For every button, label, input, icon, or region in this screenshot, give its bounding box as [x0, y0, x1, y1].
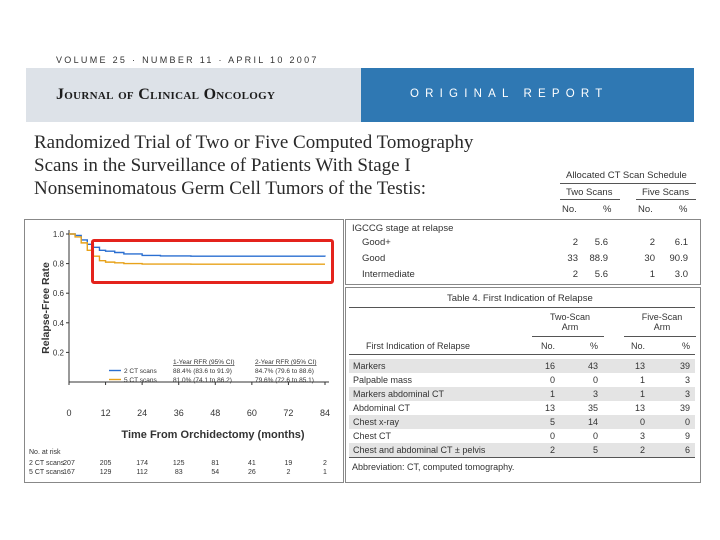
at-risk-value: 207: [63, 460, 75, 467]
x-tick-label: 36: [173, 408, 184, 418]
staging-row-label: Good: [362, 253, 386, 264]
legend-two-year: 79.6% (72.6 to 85.1): [255, 377, 314, 384]
staging-cell: 6.1: [674, 237, 688, 248]
at-risk-value: 81: [211, 460, 220, 467]
y-axis-label: Relapse-Free Rate: [40, 262, 52, 354]
table4-cell: 0: [592, 375, 598, 385]
staging-cell: 88.9: [589, 253, 608, 264]
table4-caption: Table 4. First Indication of Relapse: [447, 293, 593, 304]
table4-cell: 2: [549, 445, 555, 455]
x-tick-label: 48: [210, 408, 221, 418]
table-row: [349, 359, 695, 373]
staging-cell: 2: [572, 269, 578, 280]
staging-heading: IGCCG stage at relapse: [352, 223, 454, 234]
at-risk-title: No. at risk: [29, 449, 61, 456]
table4-row-label: Chest x-ray: [353, 417, 400, 427]
staging-col-label: No.: [562, 204, 577, 215]
table4-cell: 1: [639, 375, 645, 385]
y-tick-label: 1.0: [52, 230, 64, 239]
at-risk-value: 125: [172, 460, 185, 467]
staging-cell: 2: [649, 237, 655, 248]
table4-col-label: No.: [540, 341, 555, 351]
table4-cell: 9: [684, 431, 690, 441]
y-tick-label: 0.8: [52, 259, 64, 269]
journal-name: Journal of Clinical Oncology: [56, 86, 276, 103]
table4-cell: 3: [639, 431, 645, 441]
at-risk-value: 129: [99, 469, 112, 476]
rule: [560, 183, 696, 184]
table4-cell: 35: [587, 403, 598, 413]
rule: [349, 457, 695, 458]
table4-cell: 39: [679, 361, 690, 371]
staging-cell: 5.6: [594, 269, 608, 280]
legend-one-year: 81.0% (74.1 to 86.2): [173, 377, 232, 384]
rule: [349, 307, 695, 308]
staging-cell: 33: [567, 253, 578, 264]
table4-cell: 0: [549, 431, 555, 441]
y-tick-label: 0.6: [52, 289, 64, 299]
table4-row-label: Chest and abdominal CT ± pelvis: [353, 445, 486, 455]
table-row: [349, 387, 695, 401]
staging-cell: 3.0: [674, 269, 688, 280]
rule: [560, 199, 620, 200]
y-tick-label: 0.2: [52, 348, 64, 358]
table4-row-label: Abdominal CT: [353, 403, 411, 413]
rule: [349, 354, 695, 355]
x-tick-label: 24: [137, 408, 148, 418]
at-risk-value: 19: [284, 460, 293, 467]
article-title-line: Randomized Trial of Two or Five Computed Tomography: [34, 132, 474, 153]
at-risk-value: 54: [211, 469, 220, 476]
table4-row-label: Chest CT: [353, 431, 392, 441]
table-row: [349, 401, 695, 415]
rule: [624, 336, 696, 337]
x-tick-label: 60: [246, 408, 257, 418]
table4-row-label: Markers: [353, 361, 386, 371]
table4-footnote: Abbreviation: CT, computed tomography.: [352, 462, 515, 472]
table4-cell: 43: [587, 361, 598, 371]
table4-cell: 0: [639, 417, 645, 427]
legend-one-year: 88.4% (83.6 to 91.9): [173, 368, 232, 375]
table4-cell: 5: [549, 417, 555, 427]
table4-col-label: %: [589, 341, 598, 351]
y-tick-label: 0.4: [52, 318, 64, 328]
at-risk-label: 2 CT scans: [29, 460, 65, 467]
at-risk-value: 174: [136, 460, 148, 467]
staging-col-label: %: [679, 204, 688, 215]
section-label: ORIGINAL REPORT: [410, 88, 609, 100]
staging-cell: 5.6: [594, 237, 608, 248]
legend-label: 5 CT scans: [124, 377, 157, 384]
article-title-line: Scans in the Surveillance of Patients With Stage I: [34, 155, 411, 176]
table4-cell: 13: [634, 403, 645, 413]
legend-label: 2 CT scans: [124, 368, 157, 375]
at-risk-value: 83: [174, 469, 183, 476]
staging-col-label: No.: [638, 204, 653, 215]
x-tick-label: 84: [319, 408, 331, 418]
table4-row-label: Palpable mass: [353, 375, 413, 385]
table-row: [349, 429, 695, 443]
table-row: [349, 373, 695, 387]
table4-cell: 3: [684, 375, 690, 385]
table4-cell: 6: [684, 445, 690, 455]
x-tick-label: 72: [283, 408, 294, 418]
table4-col-label: No.: [630, 341, 645, 351]
table4-cell: 3: [592, 389, 598, 399]
at-risk-value: 205: [99, 460, 112, 467]
x-axis-label: Time From Orchidectomy (months): [121, 429, 305, 441]
staging-row-label: Good+: [362, 237, 391, 248]
table4-cell: 0: [549, 375, 555, 385]
staging-col-group: Five Scans: [642, 187, 689, 198]
x-tick-label: 12: [100, 408, 111, 418]
staging-col-group: Two Scans: [566, 187, 613, 198]
table4-cell: 16: [544, 361, 555, 371]
rule: [636, 199, 696, 200]
table4-cell: 3: [684, 389, 690, 399]
article-title-line: Nonseminomatous Germ Cell Tumors of the Testis:: [34, 178, 427, 199]
staging-row-label: Intermediate: [362, 269, 415, 280]
table4-row-label: Markers abdominal CT: [353, 389, 445, 399]
table4-cell: 39: [679, 403, 690, 413]
table4-cell: 13: [634, 361, 645, 371]
at-risk-value: 2: [286, 469, 291, 476]
table4-cell: 0: [684, 417, 690, 427]
at-risk-value: 41: [247, 460, 256, 467]
staging-col-label: %: [603, 204, 612, 215]
table4-cell: 5: [592, 445, 598, 455]
table4-cell: 14: [587, 417, 598, 427]
staging-cell: 30: [644, 253, 655, 264]
table4-row-header: First Indication of Relapse: [366, 341, 471, 351]
x-tick-label: 0: [66, 408, 72, 418]
table4-cell: 13: [544, 403, 555, 413]
at-risk-value: 2: [323, 460, 327, 467]
table-row: [349, 415, 695, 429]
staging-group-header: Allocated CT Scan Schedule: [566, 170, 687, 181]
table4-cell: 1: [549, 389, 555, 399]
staging-cell: 1: [649, 269, 655, 280]
table4-cell: 1: [639, 389, 645, 399]
at-risk-label: 5 CT scans: [29, 469, 65, 476]
table-row: [349, 443, 695, 457]
legend-header: 1-Year RFR (95% CI): [173, 359, 235, 366]
staging-cell: 2: [572, 237, 578, 248]
highlight-box: [91, 239, 334, 284]
table4-cell: 2: [639, 445, 645, 455]
table4-cell: 0: [592, 431, 598, 441]
legend-header: 2-Year RFR (95% CI): [255, 359, 317, 366]
at-risk-value: 167: [63, 469, 75, 476]
table4-col-label: %: [681, 341, 690, 351]
at-risk-value: 1: [323, 469, 327, 476]
staging-cell: 90.9: [669, 253, 688, 264]
table4-col-group: Five-Scan Arm: [641, 312, 683, 332]
at-risk-value: 26: [247, 469, 256, 476]
volume-line: VOLUME 25 · NUMBER 11 · APRIL 10 2007: [56, 55, 319, 65]
table4-col-group: Two-Scan Arm: [549, 312, 591, 332]
legend-two-year: 84.7% (79.6 to 88.6): [255, 368, 314, 375]
at-risk-value: 112: [136, 469, 148, 476]
rule: [532, 336, 604, 337]
